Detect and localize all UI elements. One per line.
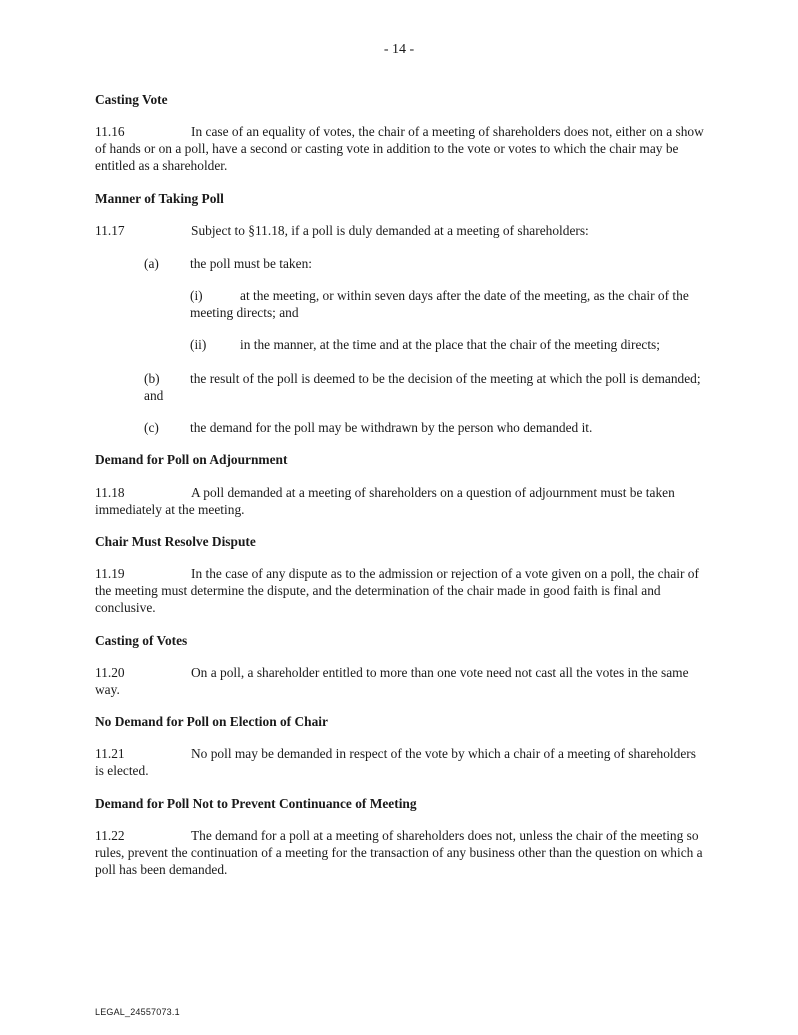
section-number: 11.22 [95, 828, 125, 843]
clause-text: at the meeting, or within seven days after the date of the meeting, as the chair of the meeting directs; and [190, 288, 689, 320]
clause-a [144, 255, 704, 272]
heading-no-demand-election: No Demand for Poll on Election of Chair [95, 714, 328, 729]
heading-demand-adjournment: Demand for Poll on Adjournment [95, 452, 288, 467]
section-number: 11.21 [95, 746, 125, 761]
heading-casting-of-votes: Casting of Votes [95, 633, 188, 648]
section-number: 11.19 [95, 566, 125, 581]
section-number: 11.18 [95, 485, 125, 500]
clause-c [144, 419, 704, 436]
clause-label: (a) [144, 256, 159, 271]
section-number: 11.16 [95, 124, 125, 139]
section-text: Subject to §11.18, if a poll is duly demanded at a meeting of shareholders: [191, 223, 589, 238]
paragraph-11-20 [95, 664, 705, 698]
clause-i [190, 287, 705, 321]
section-number: 11.17 [95, 223, 125, 238]
section-number: 11.20 [95, 665, 125, 680]
clause-b [144, 370, 704, 404]
clause-label: (b) [144, 371, 160, 386]
heading-manner-of-taking-poll: Manner of Taking Poll [95, 191, 224, 206]
section-text: In case of an equality of votes, the chair of a meeting of shareholders does not, either on a show of hands or on a poll, have a second or casting vote in addition to the vote or votes to which the chair may be entitled as a shareholder. [95, 124, 704, 173]
paragraph-11-22 [95, 827, 705, 878]
clause-label: (ii) [190, 337, 207, 352]
paragraph-11-21 [95, 745, 705, 779]
clause-text: the result of the poll is deemed to be the decision of the meeting at which the poll is demanded; and [144, 371, 701, 403]
section-text: No poll may be demanded in respect of the vote by which a chair of a meeting of shareholders is elected. [95, 746, 696, 778]
clause-text: the demand for the poll may be withdrawn by the person who demanded it. [190, 420, 593, 435]
paragraph-11-16 [95, 123, 705, 174]
paragraph-11-18 [95, 484, 705, 518]
page-number: - 14 - [383, 42, 415, 57]
heading-casting-vote: Casting Vote [95, 92, 168, 107]
document-footer-id: LEGAL_24557073.1 [95, 1007, 180, 1017]
section-text: On a poll, a shareholder entitled to more than one vote need not cast all the votes in the same way. [95, 665, 689, 697]
clause-ii [190, 336, 705, 353]
heading-chair-must-resolve-dispute: Chair Must Resolve Dispute [95, 534, 256, 549]
clause-label: (i) [190, 288, 203, 303]
section-text: A poll demanded at a meeting of shareholders on a question of adjournment must be taken immediately at the meeting. [95, 485, 675, 517]
clause-label: (c) [144, 420, 159, 435]
clause-text: in the manner, at the time and at the place that the chair of the meeting directs; [240, 337, 660, 352]
clause-text: the poll must be taken: [190, 256, 312, 271]
paragraph-11-19 [95, 565, 705, 616]
heading-demand-not-prevent-continuance: Demand for Poll Not to Prevent Continuance of Meeting [95, 796, 417, 811]
section-text: In the case of any dispute as to the admission or rejection of a vote given on a poll, the chair of the meeting must determine the dispute, and the determination of the chair made in good faith is final and conclusive. [95, 566, 699, 615]
paragraph-11-17 [95, 222, 705, 239]
section-text: The demand for a poll at a meeting of shareholders does not, unless the chair of the meeting so rules, prevent the continuation of a meeting for the transaction of any business other than the question on which a poll has been demanded. [95, 828, 703, 877]
